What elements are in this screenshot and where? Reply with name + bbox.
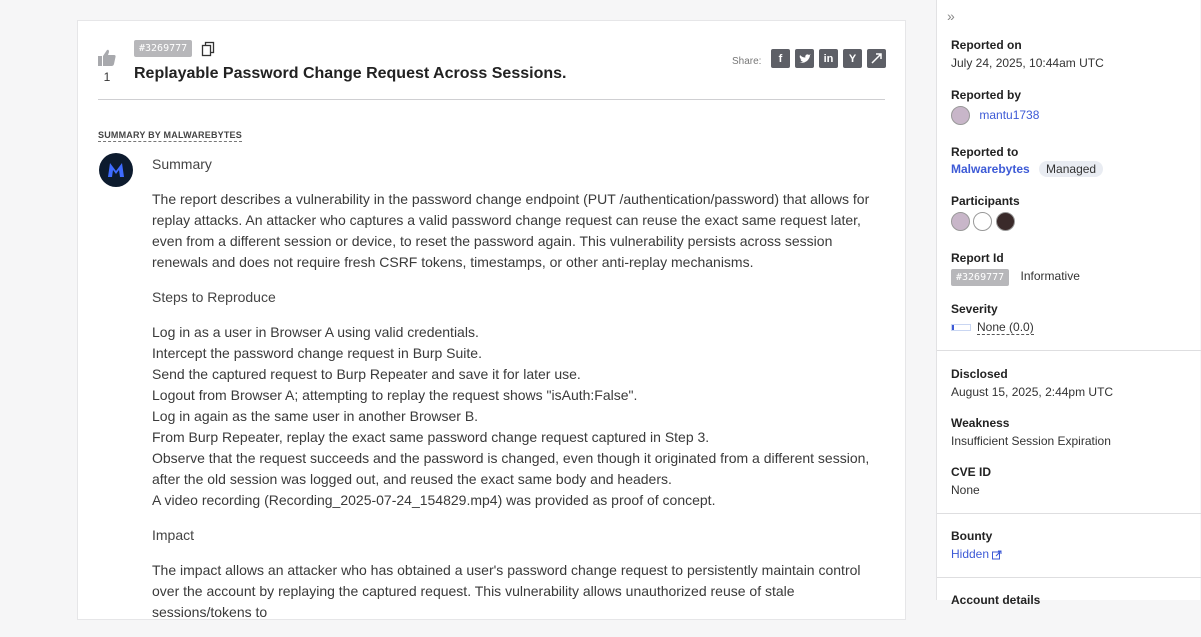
participant-avatar[interactable] (973, 212, 992, 231)
facebook-icon[interactable]: f (771, 49, 790, 68)
bounty-label: Bounty (951, 529, 993, 543)
report-status: Informative (1020, 269, 1080, 283)
reporter-avatar[interactable] (951, 106, 970, 125)
malwarebytes-logo-icon (106, 161, 126, 179)
severity-value[interactable]: None (0.0) (977, 320, 1034, 334)
step-line: Logout from Browser A; attempting to replay the request shows "isAuth:False". (152, 387, 638, 403)
step-line: Log in as a user in Browser A using valid credentials. (152, 324, 479, 340)
reported-by-label: Reported by (951, 88, 1022, 102)
report-id-badge-sidebar: #3269777 (951, 269, 1009, 286)
external-link-icon[interactable] (992, 550, 1002, 560)
impact-heading: Impact (152, 527, 195, 543)
step-line: Observe that the request succeeds and the password is changed, even though it originated from a different session, after the old session was logged out, and reused the exact same body and headers. (152, 450, 870, 487)
sidebar-divider (937, 577, 1201, 578)
step-line: Log in again as the same user in another Browser B. (152, 408, 479, 424)
reported-to-field (951, 145, 1103, 177)
thumbs-up-icon[interactable] (97, 49, 117, 67)
summary-text: The report describes a vulnerability in the password change endpoint (PUT /authentication/password) that allows for replay attacks. An attacker who captures a valid password change request can reuse the exact same request later, even from a different session or device, to reset the password again. This vulnerability persists across session renewals and does not require fresh CSRF tokens, timestamps, or other anti-replay mechanisms. (152, 191, 870, 270)
report-title: Replayable Password Change Request Across Sessions. (134, 65, 567, 82)
participant-avatar[interactable] (996, 212, 1015, 231)
weakness-field (951, 416, 1111, 448)
step-line: From Burp Repeater, replay the exact same password change request captured in Step 3. (152, 429, 710, 445)
step-line: A video recording (Recording_2025-07-24_154829.mp4) was provided as proof of concept. (152, 492, 716, 508)
copy-icon[interactable] (202, 42, 214, 56)
steps-list (152, 322, 872, 511)
malwarebytes-avatar[interactable] (99, 153, 133, 187)
account-details-field (951, 593, 1040, 607)
disclosed-field (951, 367, 1113, 399)
participants-field (951, 194, 1020, 231)
severity-field (951, 302, 1034, 334)
report-id-label: Report Id (951, 251, 1004, 265)
reported-by-field (951, 88, 1039, 125)
report-sidebar (936, 0, 1200, 607)
disclosed-value: August 15, 2025, 2:44pm UTC (951, 385, 1114, 399)
reported-to-label: Reported to (951, 145, 1019, 159)
program-link[interactable]: Malwarebytes (951, 162, 1030, 176)
bounty-field (951, 529, 1002, 561)
weakness-label: Weakness (951, 416, 1010, 430)
bounty-hidden-link[interactable]: Hidden (951, 547, 990, 561)
step-line: Intercept the password change request in Burp Suite. (152, 345, 482, 361)
steps-heading: Steps to Reproduce (152, 289, 276, 305)
severity-label: Severity (951, 302, 998, 316)
vote-count: 1 (103, 70, 111, 84)
title-divider (98, 99, 885, 100)
cve-label: CVE ID (951, 465, 992, 479)
summary-content (152, 154, 872, 637)
summary-by-label[interactable]: SUMMARY BY MALWAREBYTES (98, 130, 242, 140)
sidebar-divider (937, 350, 1201, 351)
collapse-sidebar-icon[interactable]: » (947, 8, 955, 24)
severity-meter (951, 324, 971, 331)
reported-on-label: Reported on (951, 38, 1022, 52)
disclosed-label: Disclosed (951, 367, 1008, 381)
external-share-icon[interactable] (867, 49, 886, 68)
report-id-badge: #3269777 (134, 40, 192, 57)
ycombinator-icon[interactable]: Y (843, 49, 862, 68)
reported-on-field (951, 38, 1104, 70)
participant-avatar[interactable] (951, 212, 970, 231)
report-id-field (951, 251, 1080, 286)
cve-value: None (951, 483, 980, 497)
reported-on-value: July 24, 2025, 10:44am UTC (951, 56, 1104, 70)
account-details-label[interactable]: Account details (951, 593, 1041, 607)
share-label: Share: (732, 56, 762, 67)
summary-heading: Summary (152, 156, 212, 172)
weakness-value: Insufficient Session Expiration (951, 434, 1111, 448)
cve-field (951, 465, 991, 497)
upvote[interactable] (96, 49, 118, 84)
step-line: Send the captured request to Burp Repeater and save it for later use. (152, 366, 581, 382)
linkedin-icon[interactable]: in (819, 49, 838, 68)
twitter-icon[interactable] (795, 49, 814, 68)
share-icons (771, 49, 886, 68)
report-card (77, 20, 906, 620)
participants-label: Participants (951, 194, 1020, 208)
reporter-link[interactable]: mantu1738 (979, 107, 1040, 122)
impact-text: The impact allows an attacker who has obtained a user's password change request to persistently maintain control over the account by replaying the captured request. This vulnerability allows unauthorized reuse of stale sessions/tokens to (152, 562, 861, 620)
managed-badge: Managed (1039, 161, 1103, 177)
sidebar-divider (937, 513, 1201, 514)
